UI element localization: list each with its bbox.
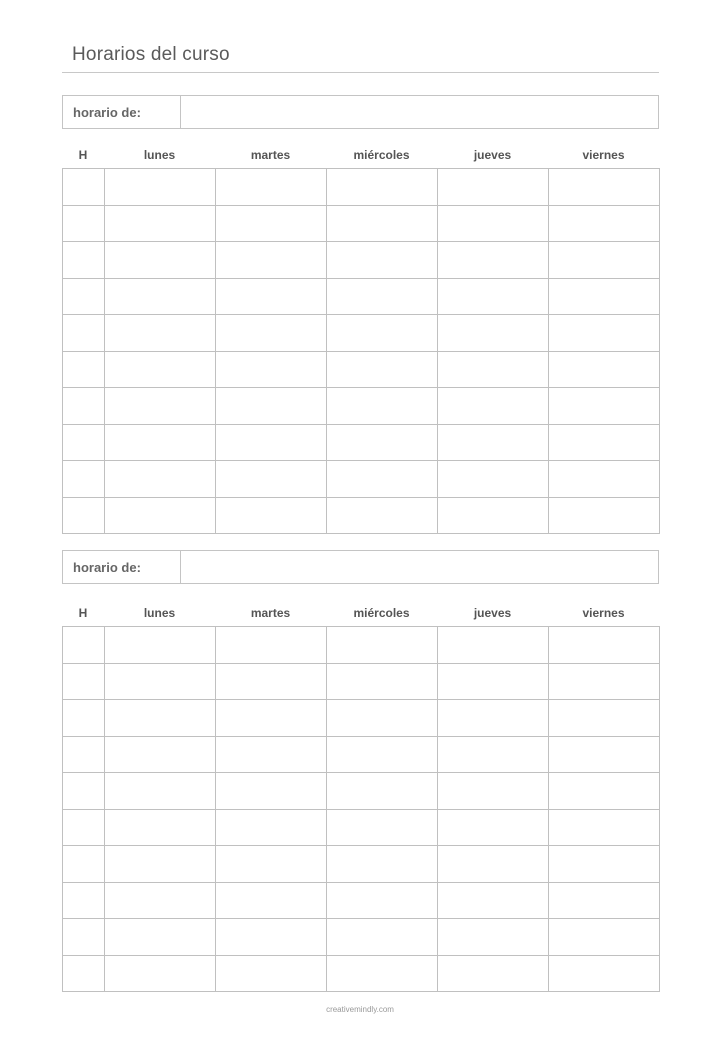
- schedule-cell[interactable]: [105, 351, 216, 388]
- schedule-cell[interactable]: [105, 169, 216, 206]
- schedule-cell[interactable]: [549, 205, 660, 242]
- column-header-jueves: jueves: [473, 148, 512, 162]
- schedule-cell[interactable]: [438, 278, 549, 315]
- hour-cell[interactable]: [63, 919, 105, 956]
- schedule-cell[interactable]: [438, 882, 549, 919]
- schedule-cell[interactable]: [438, 700, 549, 737]
- hour-cell[interactable]: [63, 388, 105, 425]
- schedule-cell[interactable]: [105, 627, 216, 664]
- schedule-row: [63, 700, 660, 737]
- schedule-cell[interactable]: [216, 736, 327, 773]
- schedule-cell[interactable]: [549, 388, 660, 425]
- schedule-cell[interactable]: [216, 205, 327, 242]
- hour-cell[interactable]: [63, 663, 105, 700]
- schedule-row: [63, 809, 660, 846]
- schedule-cell[interactable]: [216, 773, 327, 810]
- schedule-cell[interactable]: [327, 955, 438, 992]
- column-header-hour: H: [78, 606, 88, 620]
- schedule-row: [63, 169, 660, 206]
- hour-cell[interactable]: [63, 700, 105, 737]
- schedule-row: [63, 424, 660, 461]
- schedule-cell[interactable]: [216, 461, 327, 498]
- schedule-cell[interactable]: [438, 919, 549, 956]
- hour-cell[interactable]: [63, 205, 105, 242]
- schedule-cell[interactable]: [105, 424, 216, 461]
- column-header-miercoles: miércoles: [353, 606, 410, 620]
- schedule-cell[interactable]: [105, 700, 216, 737]
- schedule-cell[interactable]: [105, 242, 216, 279]
- schedule-cell[interactable]: [216, 809, 327, 846]
- schedule-cell[interactable]: [549, 700, 660, 737]
- schedule-cell[interactable]: [549, 955, 660, 992]
- hour-cell[interactable]: [63, 497, 105, 534]
- hour-cell[interactable]: [63, 627, 105, 664]
- schedule-cell[interactable]: [216, 663, 327, 700]
- schedule-cell[interactable]: [438, 497, 549, 534]
- schedule-cell[interactable]: [105, 278, 216, 315]
- schedule-cell[interactable]: [105, 315, 216, 352]
- schedule-row: [63, 205, 660, 242]
- page-title: Horarios del curso: [72, 44, 230, 65]
- hour-cell[interactable]: [63, 736, 105, 773]
- schedule-row: [63, 461, 660, 498]
- schedule-cell[interactable]: [549, 169, 660, 206]
- schedule-cell[interactable]: [438, 242, 549, 279]
- column-header-viernes: viernes: [582, 148, 625, 162]
- hour-cell[interactable]: [63, 809, 105, 846]
- schedule-row: [63, 497, 660, 534]
- schedule-cell[interactable]: [216, 242, 327, 279]
- hour-cell[interactable]: [63, 315, 105, 352]
- schedule-cell[interactable]: [327, 424, 438, 461]
- hour-cell[interactable]: [63, 424, 105, 461]
- schedule-cell[interactable]: [105, 919, 216, 956]
- schedule-header-1: [62, 147, 659, 163]
- schedule-cell[interactable]: [327, 627, 438, 664]
- schedule-cell[interactable]: [438, 169, 549, 206]
- schedule-cell[interactable]: [327, 351, 438, 388]
- schedule-cell[interactable]: [105, 497, 216, 534]
- schedule-cell[interactable]: [549, 919, 660, 956]
- schedule-row: [63, 773, 660, 810]
- column-header-hour: H: [78, 148, 88, 162]
- hour-cell[interactable]: [63, 846, 105, 883]
- schedule-cell[interactable]: [327, 882, 438, 919]
- schedule-cell[interactable]: [327, 846, 438, 883]
- schedule-cell[interactable]: [327, 278, 438, 315]
- column-header-martes: martes: [250, 606, 291, 620]
- schedule-cell[interactable]: [216, 919, 327, 956]
- schedule-cell[interactable]: [216, 846, 327, 883]
- schedule-cell[interactable]: [216, 497, 327, 534]
- hour-cell[interactable]: [63, 773, 105, 810]
- schedule-row: [63, 627, 660, 664]
- title-divider: [62, 72, 659, 73]
- schedule-cell[interactable]: [549, 278, 660, 315]
- column-header-miercoles: miércoles: [353, 148, 410, 162]
- schedule-cell[interactable]: [438, 424, 549, 461]
- schedule-cell[interactable]: [438, 315, 549, 352]
- schedule-cell[interactable]: [105, 663, 216, 700]
- schedule-cell[interactable]: [327, 700, 438, 737]
- schedule-cell[interactable]: [549, 497, 660, 534]
- schedule-cell[interactable]: [327, 663, 438, 700]
- schedule-cell[interactable]: [216, 278, 327, 315]
- schedule-cell[interactable]: [216, 315, 327, 352]
- schedule-cell[interactable]: [216, 351, 327, 388]
- hour-cell[interactable]: [63, 955, 105, 992]
- hour-cell[interactable]: [63, 461, 105, 498]
- schedule-row: [63, 919, 660, 956]
- column-header-jueves: jueves: [473, 606, 512, 620]
- schedule-cell[interactable]: [105, 809, 216, 846]
- schedule-cell[interactable]: [549, 242, 660, 279]
- schedule-row: [63, 663, 660, 700]
- schedule-cell[interactable]: [216, 955, 327, 992]
- schedule-cell[interactable]: [549, 846, 660, 883]
- horario-value-input[interactable]: [181, 96, 658, 128]
- schedule-row: [63, 242, 660, 279]
- schedule-row: [63, 736, 660, 773]
- schedule-cell[interactable]: [438, 388, 549, 425]
- schedule-cell[interactable]: [327, 919, 438, 956]
- schedule-cell[interactable]: [438, 773, 549, 810]
- hour-cell[interactable]: [63, 278, 105, 315]
- schedule-cell[interactable]: [549, 773, 660, 810]
- schedule-cell[interactable]: [327, 388, 438, 425]
- hour-cell[interactable]: [63, 882, 105, 919]
- schedule-header-2: [62, 605, 659, 621]
- horario-label: horario de:: [63, 96, 181, 128]
- schedule-row: [63, 955, 660, 992]
- schedule-cell[interactable]: [105, 882, 216, 919]
- column-header-viernes: viernes: [582, 606, 625, 620]
- schedule-cell[interactable]: [549, 736, 660, 773]
- schedule-cell[interactable]: [327, 242, 438, 279]
- schedule-cell[interactable]: [327, 497, 438, 534]
- schedule-cell[interactable]: [327, 736, 438, 773]
- schedule-cell[interactable]: [105, 773, 216, 810]
- schedule-cell[interactable]: [549, 424, 660, 461]
- schedule-cell[interactable]: [327, 205, 438, 242]
- schedule-cell[interactable]: [549, 315, 660, 352]
- schedule-cell[interactable]: [216, 388, 327, 425]
- schedule-cell[interactable]: [327, 773, 438, 810]
- schedule-row: [63, 315, 660, 352]
- schedule-cell[interactable]: [216, 882, 327, 919]
- schedule-cell[interactable]: [438, 205, 549, 242]
- schedule-cell[interactable]: [438, 663, 549, 700]
- schedule-cell[interactable]: [216, 627, 327, 664]
- schedule-grid-2: [62, 626, 660, 992]
- schedule-cell[interactable]: [105, 205, 216, 242]
- schedule-cell[interactable]: [438, 461, 549, 498]
- schedule-cell[interactable]: [105, 846, 216, 883]
- schedule-row: [63, 882, 660, 919]
- schedule-cell[interactable]: [105, 955, 216, 992]
- schedule-row: [63, 351, 660, 388]
- horario-field-1: [62, 95, 659, 129]
- schedule-cell[interactable]: [438, 627, 549, 664]
- schedule-cell[interactable]: [438, 736, 549, 773]
- schedule-row: [63, 278, 660, 315]
- schedule-cell[interactable]: [438, 809, 549, 846]
- schedule-cell[interactable]: [105, 461, 216, 498]
- schedule-cell[interactable]: [105, 736, 216, 773]
- schedule-cell[interactable]: [549, 809, 660, 846]
- schedule-cell[interactable]: [549, 351, 660, 388]
- schedule-cell[interactable]: [327, 809, 438, 846]
- column-header-martes: martes: [250, 148, 291, 162]
- horario-label: horario de:: [63, 551, 181, 583]
- schedule-cell[interactable]: [438, 351, 549, 388]
- column-header-lunes: lunes: [143, 148, 176, 162]
- schedule-cell[interactable]: [216, 700, 327, 737]
- schedule-cell[interactable]: [327, 315, 438, 352]
- schedule-cell[interactable]: [438, 846, 549, 883]
- schedule-cell[interactable]: [549, 461, 660, 498]
- footer-credit: creativemindly.com: [326, 1005, 394, 1014]
- horario-value-input[interactable]: [181, 551, 658, 583]
- schedule-row: [63, 388, 660, 425]
- schedule-cell[interactable]: [105, 388, 216, 425]
- schedule-cell[interactable]: [549, 882, 660, 919]
- horario-field-2: [62, 550, 659, 584]
- schedule-grid-1: [62, 168, 660, 534]
- hour-cell[interactable]: [63, 169, 105, 206]
- hour-cell[interactable]: [63, 351, 105, 388]
- schedule-row: [63, 846, 660, 883]
- schedule-cell[interactable]: [549, 663, 660, 700]
- schedule-cell[interactable]: [549, 627, 660, 664]
- schedule-cell[interactable]: [438, 955, 549, 992]
- schedule-cell[interactable]: [216, 424, 327, 461]
- schedule-cell[interactable]: [327, 461, 438, 498]
- schedule-cell[interactable]: [216, 169, 327, 206]
- schedule-cell[interactable]: [327, 169, 438, 206]
- column-header-lunes: lunes: [143, 606, 176, 620]
- hour-cell[interactable]: [63, 242, 105, 279]
